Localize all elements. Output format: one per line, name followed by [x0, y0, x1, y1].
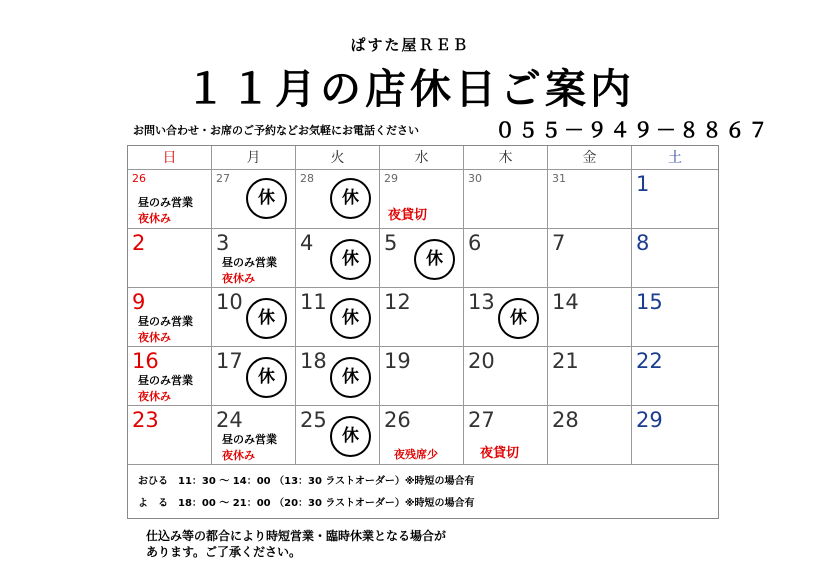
phone-number: ０５５－９４９－８８６７: [495, 118, 771, 142]
closed-day-mark: 休: [330, 357, 371, 398]
closed-day-mark: 休: [246, 357, 287, 398]
lunch-only-label: 昼のみ営業: [138, 196, 193, 209]
night-closed-label: 夜休み: [138, 390, 171, 403]
day-number: 16: [132, 349, 159, 373]
calendar-day-cell: [296, 406, 380, 465]
calendar-day-cell: [296, 170, 380, 229]
calendar-day-cell: [548, 406, 632, 465]
calendar-day-cell: [632, 229, 718, 288]
lunch-hours: おひる 11：30 ～ 14：00 （13：30 ラストオーダー）※時短の場合有: [138, 476, 475, 487]
day-number: 25: [300, 408, 327, 432]
day-number: 9: [132, 290, 146, 314]
day-number: 31: [552, 172, 566, 185]
weekday-header-tue: 火: [296, 146, 380, 170]
private-booking-label: 夜貸切: [388, 208, 428, 223]
dinner-hours: よ る 18：00 ～ 21：00 （20：30 ラストオーダー）※時短の場合有: [138, 498, 475, 509]
day-number: 30: [468, 172, 482, 185]
weekday-header-sun: 日: [128, 146, 212, 170]
calendar-day-cell: [548, 288, 632, 347]
calendar-day-cell: [380, 170, 464, 229]
footer-note: [146, 528, 446, 560]
calendar-day-cell: [464, 288, 548, 347]
calendar-day-cell: [212, 347, 296, 406]
calendar-day-cell: [212, 406, 296, 465]
calendar-day-cell: [212, 170, 296, 229]
day-number: 18: [300, 349, 327, 373]
weekday-header-thu: 木: [464, 146, 548, 170]
day-number: 21: [552, 349, 579, 373]
calendar-day-cell: [128, 406, 212, 465]
day-number: 13: [468, 290, 495, 314]
calendar-day-cell: [464, 229, 548, 288]
day-number: 24: [216, 408, 243, 432]
day-number: 3: [216, 231, 230, 255]
closed-day-mark: 休: [330, 298, 371, 339]
contact-notice: お問い合わせ・お席のご予約などお気軽にお電話ください: [133, 124, 419, 137]
day-number: 17: [216, 349, 243, 373]
day-number: 20: [468, 349, 495, 373]
day-number: 6: [468, 231, 482, 255]
calendar-day-cell: [464, 406, 548, 465]
calendar-day-cell: [464, 347, 548, 406]
day-number: 29: [636, 408, 663, 432]
day-number: 29: [384, 172, 398, 185]
day-number: 10: [216, 290, 243, 314]
day-number: 19: [384, 349, 411, 373]
closed-day-mark: 休: [498, 298, 539, 339]
weekday-header-fri: 金: [548, 146, 632, 170]
calendar-day-cell: [632, 347, 718, 406]
day-number: 4: [300, 231, 314, 255]
closed-day-mark: 休: [330, 178, 371, 219]
closed-day-mark: 休: [414, 239, 455, 280]
closed-day-mark: 休: [246, 178, 287, 219]
calendar-day-cell: [380, 288, 464, 347]
day-number: 12: [384, 290, 411, 314]
day-number: 28: [300, 172, 314, 185]
night-closed-label: 夜休み: [138, 331, 171, 344]
day-number: 28: [552, 408, 579, 432]
day-number: 23: [132, 408, 159, 432]
page-title: １１月の店休日ご案内: [185, 65, 635, 113]
lunch-only-label: 昼のみ営業: [222, 433, 277, 446]
calendar-day-cell: [128, 288, 212, 347]
calendar-day-cell: [632, 288, 718, 347]
day-number: 26: [132, 172, 146, 185]
day-number: 15: [636, 290, 663, 314]
footer-note-line: 仕込み等の都合により時短営業・臨時休業となる場合が: [146, 529, 447, 543]
calendar-day-cell: [632, 170, 718, 229]
lunch-only-label: 昼のみ営業: [138, 374, 193, 387]
calendar-day-cell: [548, 347, 632, 406]
calendar-day-cell: [380, 229, 464, 288]
calendar-day-cell: [464, 170, 548, 229]
calendar-day-cell: [128, 170, 212, 229]
calendar-day-cell: [296, 347, 380, 406]
calendar-day-cell: [212, 229, 296, 288]
day-number: 22: [636, 349, 663, 373]
night-closed-label: 夜休み: [222, 449, 255, 462]
calendar-day-cell: [128, 229, 212, 288]
weekday-header-mon: 月: [212, 146, 296, 170]
calendar-day-cell: [548, 170, 632, 229]
calendar-day-cell: [128, 347, 212, 406]
closed-day-mark: 休: [330, 416, 371, 457]
day-number: 5: [384, 231, 398, 255]
lunch-only-label: 昼のみ営業: [222, 256, 277, 269]
calendar-day-cell: [380, 406, 464, 465]
day-number: 7: [552, 231, 566, 255]
day-number: 2: [132, 231, 146, 255]
calendar: [127, 145, 719, 519]
day-number: 27: [216, 172, 230, 185]
calendar-day-cell: [212, 288, 296, 347]
day-number: 8: [636, 231, 650, 255]
day-number: 26: [384, 408, 411, 432]
night-closed-label: 夜休み: [222, 272, 255, 285]
calendar-day-cell: [632, 406, 718, 465]
calendar-day-cell: [296, 288, 380, 347]
lunch-only-label: 昼のみ営業: [138, 315, 193, 328]
day-number: 27: [468, 408, 495, 432]
calendar-day-cell: [380, 347, 464, 406]
day-number: 11: [300, 290, 327, 314]
closed-day-mark: 休: [330, 239, 371, 280]
few-seats-label: 夜残席少: [394, 448, 438, 461]
closed-day-mark: 休: [246, 298, 287, 339]
day-number: 14: [552, 290, 579, 314]
weekday-header-wed: 水: [380, 146, 464, 170]
calendar-day-cell: [548, 229, 632, 288]
night-closed-label: 夜休み: [138, 212, 171, 225]
calendar-day-cell: [296, 229, 380, 288]
private-booking-label: 夜貸切: [480, 446, 520, 461]
footer-note-line: あります。ご了承ください。: [146, 545, 302, 559]
day-number: 1: [636, 172, 650, 196]
shop-name: ぱすた屋ＲＥＢ: [350, 36, 470, 54]
weekday-header-sat: 土: [632, 146, 718, 170]
